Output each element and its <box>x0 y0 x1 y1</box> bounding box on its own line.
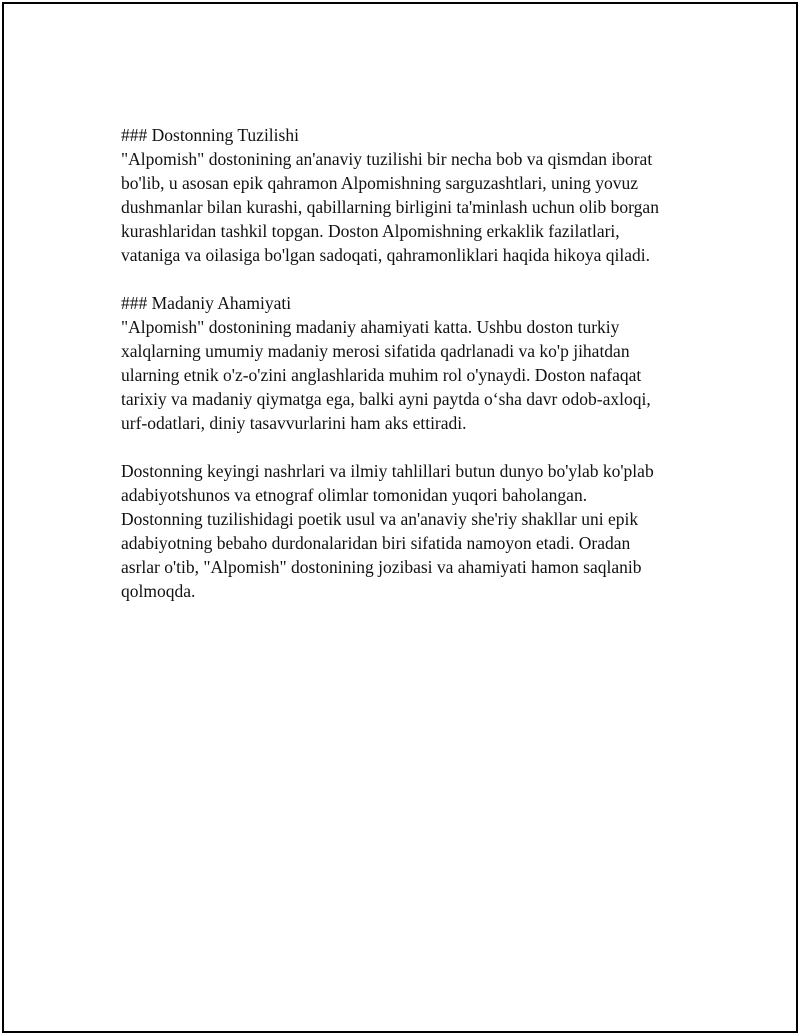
paragraph-line: ularning etnik o'z-o'zini anglashlarida muhim rol o'ynaydi. Doston nafaqat <box>121 365 642 385</box>
paragraph-line: adabiyotning bebaho durdonalaridan biri sifatida namoyon etadi. Oradan <box>121 533 631 553</box>
section-heading: ### Dostonning Tuzilishi <box>121 125 299 145</box>
document-body <box>121 123 701 603</box>
paragraph-line: dushmanlar bilan kurashi, qabillarning birligini ta'minlash uchun olib borgan <box>121 197 659 217</box>
paragraph <box>121 147 701 267</box>
page-frame <box>2 2 798 1033</box>
section-heading: ### Madaniy Ahamiyati <box>121 293 292 313</box>
paragraph-line: adabiyotshunos va etnograf olimlar tomonidan yuqori baholangan. <box>121 485 588 505</box>
paragraph-line: bo'lib, u asosan epik qahramon Alpomishning sarguzashtlari, uning yovuz <box>121 173 639 193</box>
paragraph <box>121 315 701 435</box>
paragraph-line: kurashlaridan tashkil topgan. Doston Alpomishning erkaklik fazilatlari, <box>121 221 620 241</box>
paragraph-spacer <box>121 435 701 459</box>
paragraph-spacer <box>121 267 701 291</box>
section-structure <box>121 123 701 267</box>
section-cultural-significance <box>121 291 701 435</box>
paragraph-line: vataniga va oilasiga bo'lgan sadoqati, qahramonliklari haqida hikoya qiladi. <box>121 245 650 265</box>
paragraph-line: qolmoqda. <box>121 581 196 601</box>
paragraph-line: Dostonning tuzilishidagi poetik usul va an'anaviy she'riy shakllar uni epik <box>121 509 639 529</box>
paragraph <box>121 459 701 603</box>
paragraph-line: xalqlarning umumiy madaniy merosi sifatida qadrlanadi va ko'p jihatdan <box>121 341 630 361</box>
paragraph-line: tarixiy va madaniy qiymatga ega, balki ayni paytda o‘sha davr odob-axloqi, <box>121 389 651 409</box>
paragraph-line: "Alpomish" dostonining madaniy ahamiyati katta. Ushbu doston turkiy <box>121 317 620 337</box>
paragraph-line: "Alpomish" dostonining an'anaviy tuzilishi bir necha bob va qismdan iborat <box>121 149 653 169</box>
paragraph-line: Dostonning keyingi nashrlari va ilmiy tahlillari butun dunyo bo'ylab ko'plab <box>121 461 654 481</box>
paragraph-line: urf-odatlari, diniy tasavvurlarini ham aks ettiradi. <box>121 413 467 433</box>
paragraph-line: asrlar o'tib, "Alpomish" dostonining jozibasi va ahamiyati hamon saqlanib <box>121 557 642 577</box>
section-conclusion <box>121 459 701 603</box>
